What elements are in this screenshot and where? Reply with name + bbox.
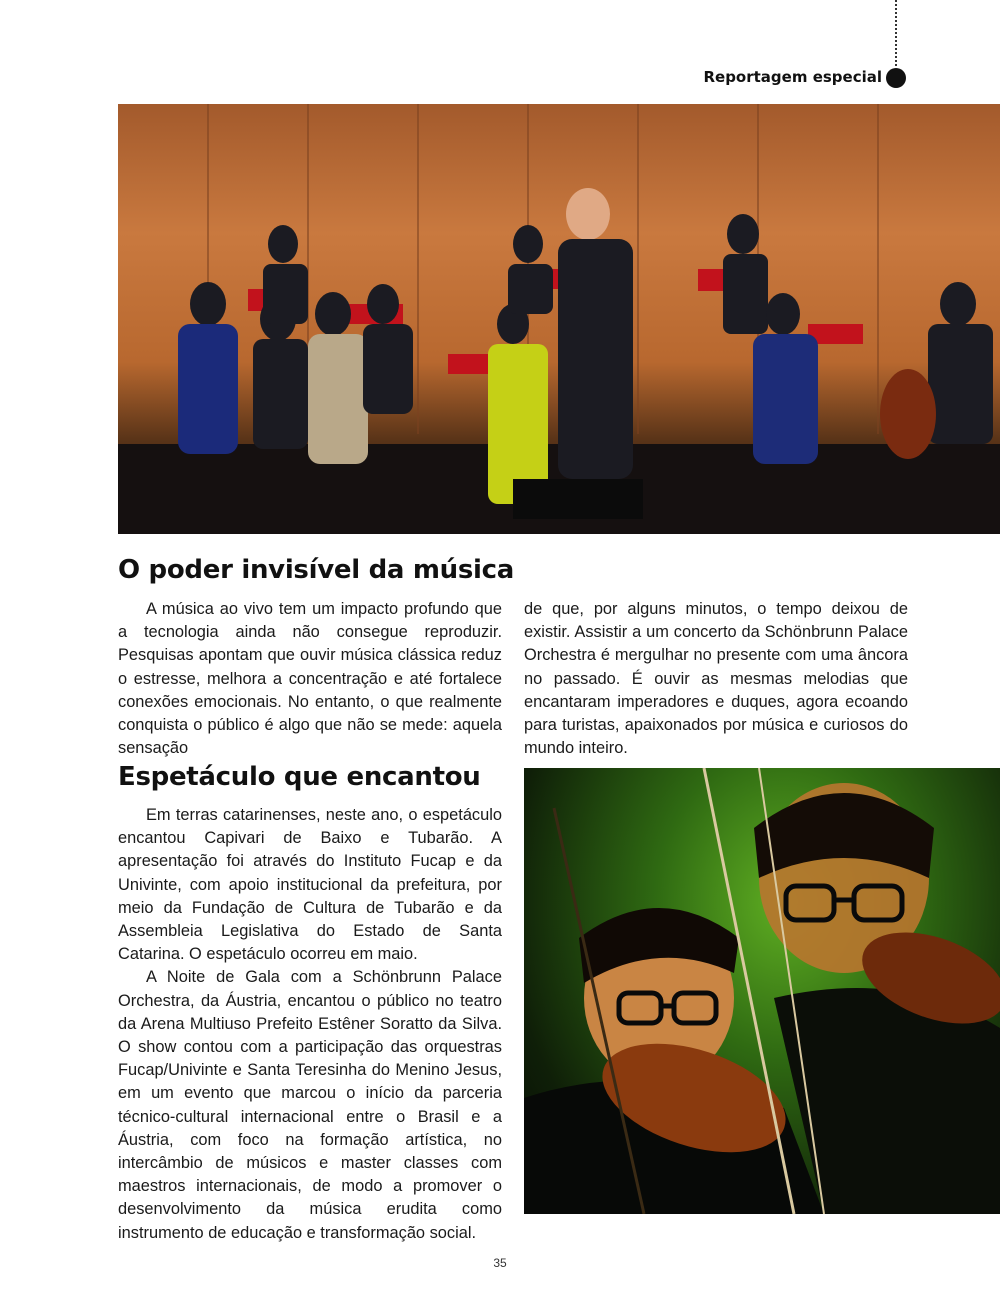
- orchestra-photo-illustration: [118, 104, 1000, 534]
- article-column-2: [524, 598, 908, 760]
- article-body: [118, 804, 502, 1245]
- decorative-dotted-line: [895, 0, 897, 66]
- paragraph: Em terras catarinenses, neste ano, o espetáculo encantou Capivari de Baixo e Tubarão. A apresentação foi através do Instituto Fucap e da Univinte, com apoio institucional da prefeitura, por meio da Fundação de Cultura de Tubarão e da Assembleia Legislativa do Estado de Santa Catarina. O espetáculo ocorreu em maio.: [118, 806, 502, 964]
- orchestra-photo: [118, 104, 1000, 534]
- article-title: O poder invisível da música: [118, 555, 515, 585]
- section-label: Reportagem especial: [703, 68, 882, 86]
- violinists-photo: [524, 768, 1000, 1214]
- violinists-photo-illustration: [524, 768, 1000, 1214]
- section-dot-icon: [886, 68, 906, 88]
- paragraph: de que, por alguns minutos, o tempo deixou de existir. Assistir a um concerto da Schönbrunn Palace Orchestra é mergulhar no presente com uma âncora no passado. É ouvir as mesmas melodias que encantaram imperadores e duques, agora ecoando para turistas, apaixonados por música e curiosos do mundo inteiro.: [524, 600, 908, 758]
- page-number: 35: [493, 1256, 507, 1270]
- paragraph: A música ao vivo tem um impacto profundo que a tecnologia ainda não consegue reproduzir. Pesquisas apontam que ouvir música clássica reduz o estresse, melhora a concentração e até fortalece conexões emocionais. No entanto, o que realmente conquista o público é algo que não se mede: aquela sensação: [118, 600, 502, 758]
- article-title: Espetáculo que encantou: [118, 762, 481, 792]
- paragraph: A Noite de Gala com a Schönbrunn Palace Orchestra, da Áustria, encantou o público no teatro da Arena Multiuso Prefeito Estêner Soratto da Silva. O show contou com a participação das orquestras Fucap/Univinte e Santa Teresinha do Menino Jesus, em um evento que marcou o início da parceria técnico-cultural internacional entre o Brasil e a Áustria, com foco na formação artística, no intercâmbio de músicos e master classes com maestros internacionais, de modo a promover o desenvolvimento da música erudita como instrumento de educação e transformação social.: [118, 968, 502, 1242]
- article-column-1: [118, 598, 502, 760]
